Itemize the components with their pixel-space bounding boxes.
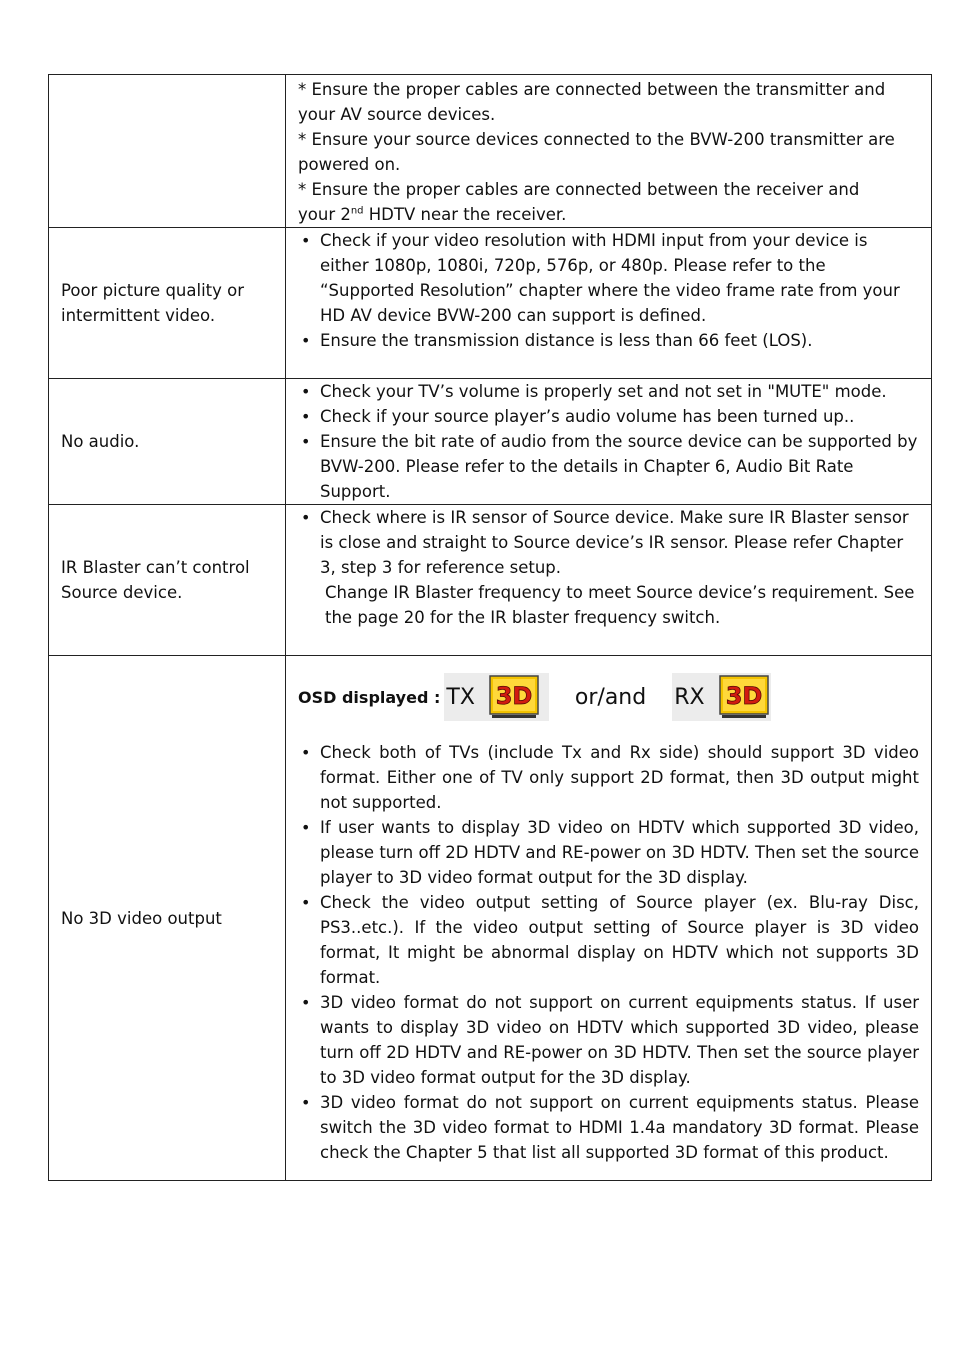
troubleshooting-table xyxy=(48,74,932,1181)
osd-rx-indicator xyxy=(672,673,770,721)
line-text: your 2 xyxy=(298,205,351,224)
bullet-item: • Check your TV’s volume is properly set and not set in "MUTE" mode. xyxy=(298,379,919,404)
osd-tx-label: TX xyxy=(446,684,475,710)
bullet-item: • If user wants to display 3D video on HDTV which supported 3D video, please turn off 2D HDTV and RE-power on 3D HDTV. Then set the source player to 3D video format output for the 3D display. xyxy=(298,815,919,890)
solution-line xyxy=(298,202,919,227)
table-row xyxy=(49,505,932,656)
osd-indicator-row xyxy=(298,666,919,728)
table-row xyxy=(49,379,932,505)
solution-note: Change IR Blaster frequency to meet Source device’s requirement. See the page 20 for the IR blaster frequency switch. xyxy=(325,583,915,627)
table-row xyxy=(49,228,932,379)
bullet-item: • Check the video output setting of Source player (ex. Blu-ray Disc, PS3..etc.). If the video output setting of Source player is 3D video format, It might be abnormal display on HDTV which not supports 3D format. xyxy=(298,890,919,990)
symptom-cell: IR Blaster can’t control Source device. xyxy=(49,505,286,656)
bullet-item: • Check both of TVs (include Tx and Rx side) should support 3D video format. Either one of TV only support 2D format, then 3D output might not supported. xyxy=(298,740,919,815)
solution-cell xyxy=(286,656,932,1181)
solution-line: * Ensure the proper cables are connected between the transmitter and your AV source devices. xyxy=(298,80,886,124)
symptom-cell: No audio. xyxy=(49,379,286,505)
bullet-item: • Check where is IR sensor of Source device. Make sure IR Blaster sensor is close and straight to Source device’s IR sensor. Please refer Chapter 3, step 3 for reference setup. xyxy=(298,505,919,580)
osd-or-and: or/and xyxy=(574,684,647,710)
solution-cell xyxy=(286,379,932,505)
3d-icon-text: 3D xyxy=(495,682,533,710)
line-text: HDTV near the receiver. xyxy=(363,205,567,224)
bullet-item: • 3D video format do not support on current equipments status. If user wants to display 3D video on HDTV which supported 3D video, please turn off 2D HDTV and RE-power on 3D HDTV. Then set the source player to 3D video format output for the 3D display. xyxy=(298,990,919,1090)
bullet-item: • Check if your source player’s audio volume has been turned up.. xyxy=(298,404,919,429)
osd-tx-indicator xyxy=(444,673,549,721)
bullet-item: • 3D video format do not support on current equipments status. Please switch the 3D video format to HDMI 1.4a mandatory 3D format. Please check the Chapter 5 that list all supported 3D format of this product. xyxy=(298,1090,919,1165)
osd-label: OSD displayed : xyxy=(298,687,441,707)
solution-line: * Ensure the proper cables are connected between the receiver and xyxy=(298,180,860,199)
osd-rx-label: RX xyxy=(674,684,705,710)
solution-cell xyxy=(286,505,932,656)
bullet-item: • Ensure the transmission distance is less than 66 feet (LOS). xyxy=(298,328,919,353)
solution-line: * Ensure your source devices connected to the BVW-200 transmitter are powered on. xyxy=(298,130,895,174)
table-row xyxy=(49,656,932,1181)
3d-icon xyxy=(489,675,539,719)
3d-icon-text: 3D xyxy=(725,682,762,710)
solution-cell xyxy=(286,228,932,379)
symptom-cell xyxy=(49,75,286,228)
symptom-cell: No 3D video output xyxy=(49,656,286,1181)
bullet-item: • Check if your video resolution with HDMI input from your device is either 1080p, 1080i, 720p, 576p, or 480p. Please refer to the “Supported Resolution” chapter where the video frame rate from your HD AV device BVW-200 can support is defined. xyxy=(298,228,919,328)
bullet-item: • Ensure the bit rate of audio from the source device can be supported by BVW-200. Please refer to the details in Chapter 6, Audio Bit Rate Support. xyxy=(298,429,919,504)
table-row xyxy=(49,75,932,228)
3d-icon xyxy=(719,675,769,719)
symptom-cell: Poor picture quality or intermittent video. xyxy=(49,228,286,379)
ordinal-suffix: nd xyxy=(350,205,364,217)
solution-cell xyxy=(286,75,932,228)
